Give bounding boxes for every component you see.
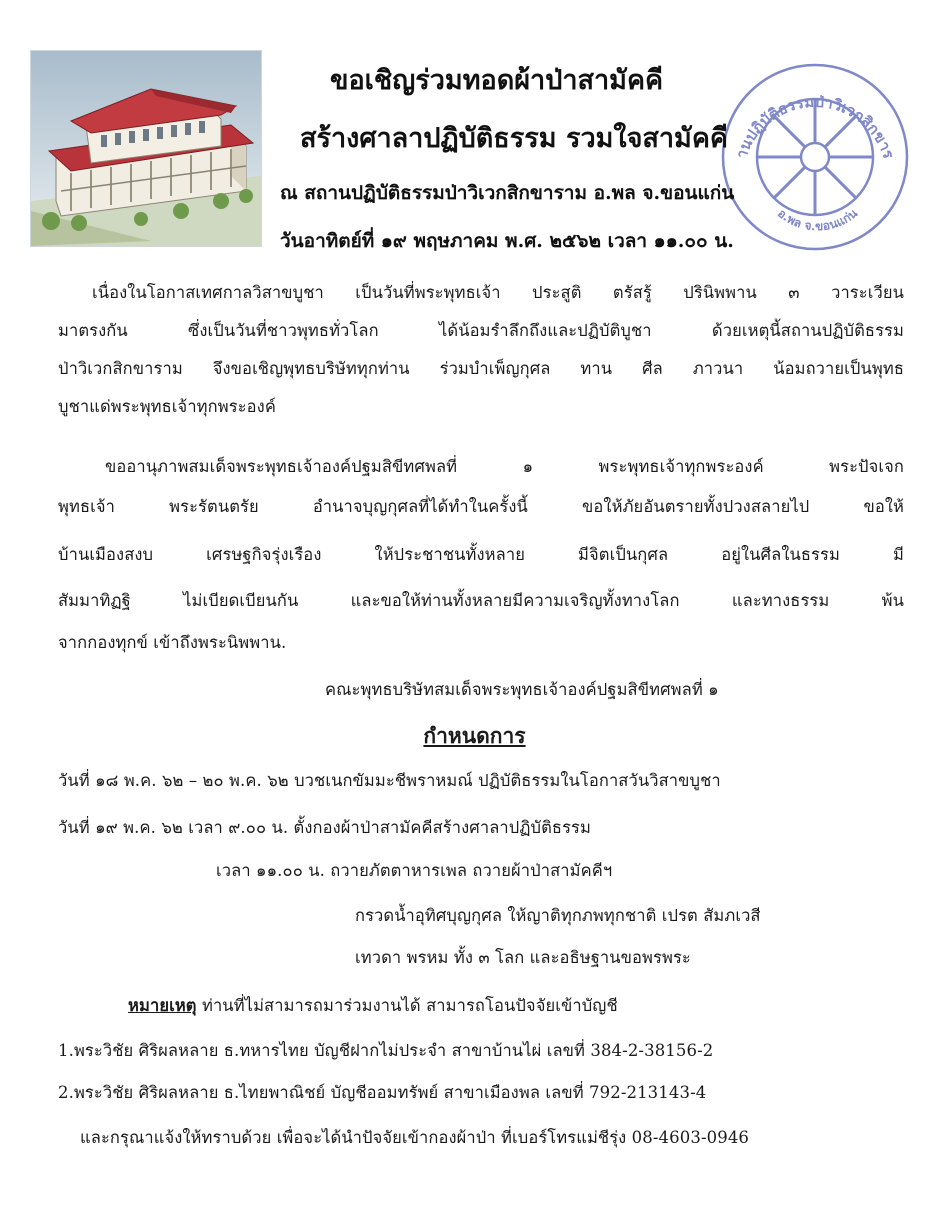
paragraph1-line: บูชาแด่พระพุทธเจ้าทุกพระองค์ xyxy=(58,397,276,416)
schedule-line: เวลา ๑๑.๐๐ น. ถวายภัตตาหารเพล ถวายผ้าป่าสามัคคีฯ xyxy=(216,861,613,880)
location-line: ณ สถานปฏิบัติธรรมป่าวิเวกสิกขาราม อ.พล จ.ขอนแก่น xyxy=(280,182,735,204)
seal-bottom-text: อ.พล จ.ขอนแก่น xyxy=(774,206,861,234)
paragraph2-line: จากกองทุกข์ เข้าถึงพระนิพพาน. xyxy=(58,633,287,652)
note-label: หมายเหตุ xyxy=(128,996,197,1015)
signature-line: คณะพุทธบริษัทสมเด็จพระพุทธเจ้าองค์ปฐมสิขีทศพลที่ ๑ xyxy=(325,680,719,699)
schedule-line: วันที่ ๑๙ พ.ค. ๖๒ เวลา ๙.๐๐ น. ตั้งกองผ้าป่าสามัคคีสร้างศาลาปฏิบัติธรรม xyxy=(58,818,591,837)
schedule-line: เทวดา พรหม ทั้ง ๓ โลก และอธิษฐานขอพรพระ xyxy=(355,948,691,967)
temple-seal-stamp xyxy=(715,57,915,257)
schedule-line: วันที่ ๑๘ พ.ค. ๖๒ – ๒๐ พ.ค. ๖๒ บวชเนกขัมมะชีพราหมณ์ ปฏิบัติธรรมในโอกาสวันวิสาขบูชา xyxy=(58,771,721,790)
sala-building-illustration xyxy=(30,50,262,247)
paragraph2-line: พุทธเจ้า พระรัตนตรัย อำนาจบุญกุศลที่ได้ทำในครั้งนี้ ขอให้ภัยอันตรายทั้งปวงสลายไป ขอให้ xyxy=(58,497,904,516)
paragraph1-line: มาตรงกัน ซึ่งเป็นวันที่ชาวพุทธทั่วโลก ได้น้อมรำลึกถึงและปฏิบัติบูชา ด้วยเหตุนี้สถานปฏิบัติธรรม xyxy=(58,321,904,340)
contact-line: และกรุณาแจ้งให้ทราบด้วย เพื่อจะได้นำปัจจัยเข้ากองผ้าป่า ที่เบอร์โทรแม่ชีรุ่ง 08-4603-0946 xyxy=(80,1128,750,1147)
note-text: ท่านที่ไม่สามารถมาร่วมงานได้ สามารถโอนปัจจัยเข้าบัญชี xyxy=(196,996,618,1015)
paragraph1-line: เนื่องในโอกาสเทศกาลวิสาขบูชา เป็นวันที่พระพุทธเจ้า ประสูติ ตรัสรู้ ปรินิพพาน ๓ วาระเวียน xyxy=(92,283,904,302)
date-time-line: วันอาทิตย์ที่ ๑๙ พฤษภาคม พ.ศ. ๒๕๖๒ เวลา ๑๑.๐๐ น. xyxy=(280,230,734,252)
title-line-1: ขอเชิญร่วมทอดผ้าป่าสามัคคี xyxy=(330,65,664,96)
bank-account-line: 1.พระวิชัย ศิริผลหลาย ธ.ทหารไทย บัญชีฝากไม่ประจำ สาขาบ้านไผ่ เลขที่ 384-2-38156-2 xyxy=(58,1041,714,1060)
title-line-2: สร้างศาลาปฏิบัติธรรม รวมใจสามัคคี xyxy=(300,123,728,154)
paragraph2-line: บ้านเมืองสงบ เศรษฐกิจรุ่งเรือง ให้ประชาชนทั้งหลาย มีจิตเป็นกุศล อยู่ในศีลในธรรม มี xyxy=(58,545,904,564)
note-line xyxy=(128,993,618,1019)
bank-account-line: 2.พระวิชัย ศิริผลหลาย ธ.ไทยพาณิชย์ บัญชีออมทรัพย์ สาขาเมืองพล เลขที่ 792-213143-4 xyxy=(58,1083,707,1102)
schedule-line: กรวดน้ำอุทิศบุญกุศล ให้ญาติทุกภพทุกชาติ เปรต สัมภเวสี xyxy=(355,906,761,925)
paragraph2-line: ขออานุภาพสมเด็จพระพุทธเจ้าองค์ปฐมสิขีทศพลที่ ๑ พระพุทธเจ้าทุกพระองค์ พระปัจเจก xyxy=(105,457,904,476)
schedule-heading: กำหนดการ xyxy=(423,723,526,748)
seal-text: านปฏิบัติธรรมป่าวิเวกสิกขาร xyxy=(732,92,898,161)
paragraph2-line: สัมมาทิฏฐิ ไม่เบียดเบียนกัน และขอให้ท่านทั้งหลายมีความเจริญทั้งทางโลก และทางธรรม พ้น xyxy=(58,591,904,610)
paragraph1-line: ป่าวิเวกสิกขาราม จึงขอเชิญพุทธบริษัททุกท่าน ร่วมบำเพ็ญกุศล ทาน ศีล ภาวนา น้อมถวายเป็นพุทธ xyxy=(58,359,904,378)
